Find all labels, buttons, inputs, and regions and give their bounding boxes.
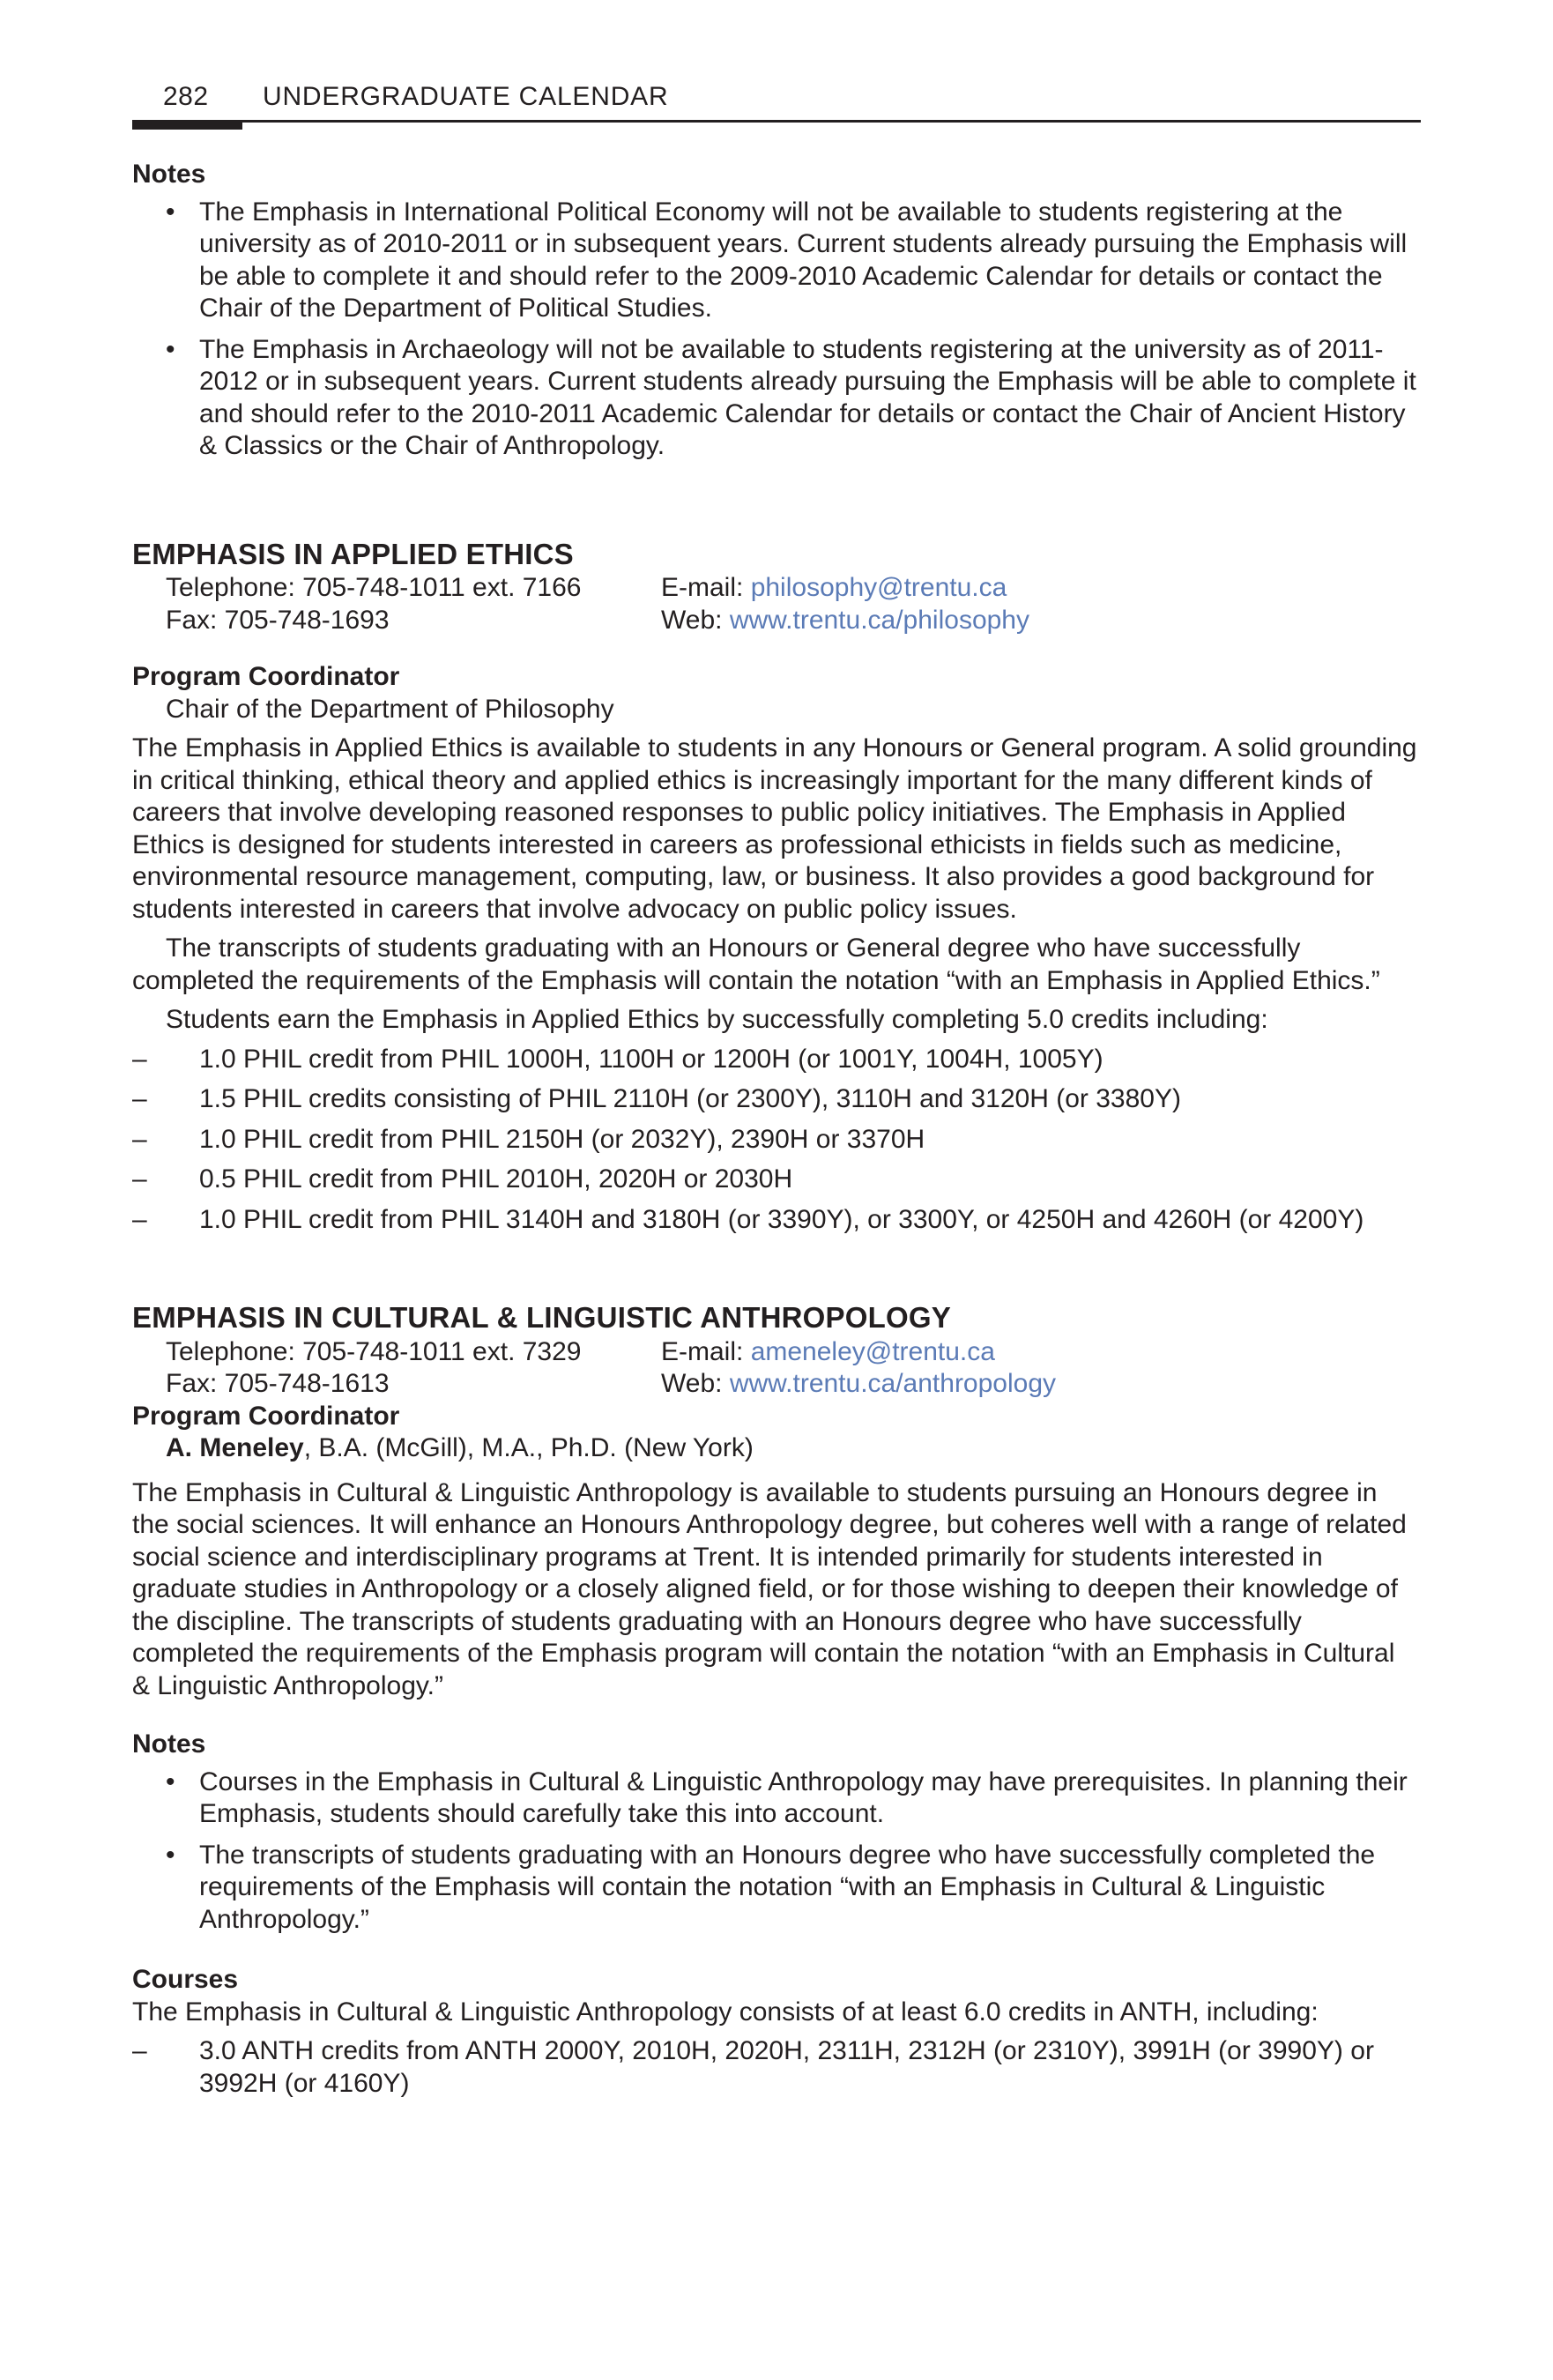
top-notes-list: [132, 197, 1419, 463]
requirements-list: [132, 1044, 1419, 1237]
list-item: • The Emphasis in International Political Economy will not be available to students registering at the university as of 2010-2011 or in subsequent years. Current students already pursuing the Emphasis will be able to complete it and should refer to the 2009-2010 Academic Calendar for details or contact the Chair of the Department of Political Studies.: [132, 197, 1419, 325]
fax: Fax: 705-748-1613: [166, 1369, 390, 1398]
web-label: Web:: [661, 1369, 730, 1398]
contact-block-anthropology: [166, 1336, 1419, 1401]
page-number: 282: [163, 82, 209, 111]
list-item: – 0.5 PHIL credit from PHIL 2010H, 2020H or 2030H: [132, 1164, 1419, 1196]
list-item: • The Emphasis in Archaeology will not be available to students registering at the university as of 2011-2012 or in subsequent years. Current students already pursuing the Emphasis will be able to complete it and should refer to the 2010-2011 Academic Calendar for details or contact the Chair of Ancient History & Classics or the Chair of Anthropology.: [132, 334, 1419, 463]
paragraph: The Emphasis in Applied Ethics is available to students in any Honours or General program. A solid grounding in critical thinking, ethical theory and applied ethics is increasingly important for the many different kinds of careers that involve developing reasoned responses to public policy initiatives. The Emphasis in Applied Ethics is designed for students interested in careers as professional ethicists in fields such as medicine, environmental resource management, computing, law, or business. It also provides a good background for students interested in careers that involve advocacy on public policy issues.: [132, 733, 1417, 924]
paragraph: The Emphasis in Cultural & Linguistic Anthropology is available to students pursuing an Honours degree in the social sciences. It will enhance an Honours Anthropology degree, but coheres well with a range of related social science and interdisciplinary programs at Trent. It is intended primarily for students interested in graduate studies in Anthropology or a closely aligned field, or for those wishing to deepen their knowledge of the discipline. The transcripts of students graduating with an Honours degree who have successfully completed the requirements of the Emphasis program will contain the notation “with an Emphasis in Cultural & Linguistic Anthropology.”: [132, 1477, 1407, 1700]
email-link[interactable]: philosophy@trentu.ca: [750, 573, 1007, 602]
list-item: – 1.0 PHIL credit from PHIL 3140H and 3180H (or 3390Y), or 3300Y, or 4250H and 4260H (or 4200Y): [132, 1204, 1419, 1237]
list-item: – 1.5 PHIL credits consisting of PHIL 2110H (or 2300Y), 3110H and 3120H (or 3380Y): [132, 1083, 1419, 1116]
anthropology-notes-list: [132, 1766, 1419, 1937]
coordinator-heading: Program Coordinator: [132, 662, 400, 691]
contact-block-applied-ethics: [166, 572, 1419, 636]
list-item: – 1.0 PHIL credit from PHIL 1000H, 1100H or 1200H (or 1001Y, 1004H, 1005Y): [132, 1044, 1419, 1076]
running-title: UNDERGRADUATE CALENDAR: [263, 82, 669, 111]
web-link[interactable]: www.trentu.ca/philosophy: [729, 605, 1029, 635]
courses-intro: The Emphasis in Cultural & Linguistic Anthropology consists of at least 6.0 credits in ANTH, including:: [132, 1997, 1319, 2027]
coordinator: Chair of the Department of Philosophy: [166, 694, 614, 724]
email-line: [661, 1336, 1419, 1369]
section-heading-anthropology: EMPHASIS IN CULTURAL & LINGUISTIC ANTHROPOLOGY: [132, 1301, 951, 1334]
paragraph: Students earn the Emphasis in Applied Ethics by successfully completing 5.0 credits including:: [166, 1005, 1268, 1034]
coordinator-credentials: , B.A. (McGill), M.A., Ph.D. (New York): [303, 1433, 754, 1462]
web-link[interactable]: www.trentu.ca/anthropology: [729, 1369, 1057, 1398]
list-item: • The transcripts of students graduating with an Honours degree who have successfully completed the requirements of the Emphasis will contain the notation “with an Emphasis in Cultural & Linguistic Anthropology.”: [132, 1840, 1419, 1937]
header-tab: [132, 120, 242, 130]
notes-heading: Notes: [132, 1729, 206, 1759]
coordinator: [166, 1432, 1419, 1465]
list-item: • Courses in the Emphasis in Cultural & Linguistic Anthropology may have prerequisites. In planning their Emphasis, students should carefully take this into account.: [132, 1766, 1419, 1831]
list-item: – 3.0 ANTH credits from ANTH 2000Y, 2010H, 2020H, 2311H, 2312H (or 2310Y), 3991H (or 3990Y) or 3992H (or 4160Y): [132, 2035, 1419, 2100]
email-line: [661, 572, 1419, 605]
coordinator-name: A. Meneley: [166, 1433, 304, 1462]
fax: Fax: 705-748-1693: [166, 605, 390, 635]
notes-heading: Notes: [132, 160, 206, 189]
email-label: E-mail:: [661, 1336, 751, 1366]
page-header: [132, 81, 1421, 130]
list-item: – 1.0 PHIL credit from PHIL 2150H (or 2032Y), 2390H or 3370H: [132, 1124, 1419, 1157]
telephone: Telephone: 705-748-1011 ext. 7166: [166, 573, 582, 602]
coordinator-heading: Program Coordinator: [132, 1401, 400, 1431]
web-label: Web:: [661, 605, 730, 635]
email-link[interactable]: ameneley@trentu.ca: [750, 1336, 995, 1366]
web-line: [661, 1368, 1419, 1401]
web-line: [661, 605, 1419, 637]
courses-heading: Courses: [132, 1965, 239, 1994]
telephone: Telephone: 705-748-1011 ext. 7329: [166, 1336, 582, 1366]
section-heading-applied-ethics: EMPHASIS IN APPLIED ETHICS: [132, 537, 574, 570]
courses-list: [132, 2035, 1419, 2100]
paragraph: The transcripts of students graduating with an Honours or General degree who have successfully completed the requirements of the Emphasis will contain the notation “with an Emphasis in Applied Ethics.”: [132, 933, 1380, 995]
page-content: [132, 159, 1419, 2108]
header-rule: [132, 120, 1421, 123]
email-label: E-mail:: [661, 573, 751, 602]
